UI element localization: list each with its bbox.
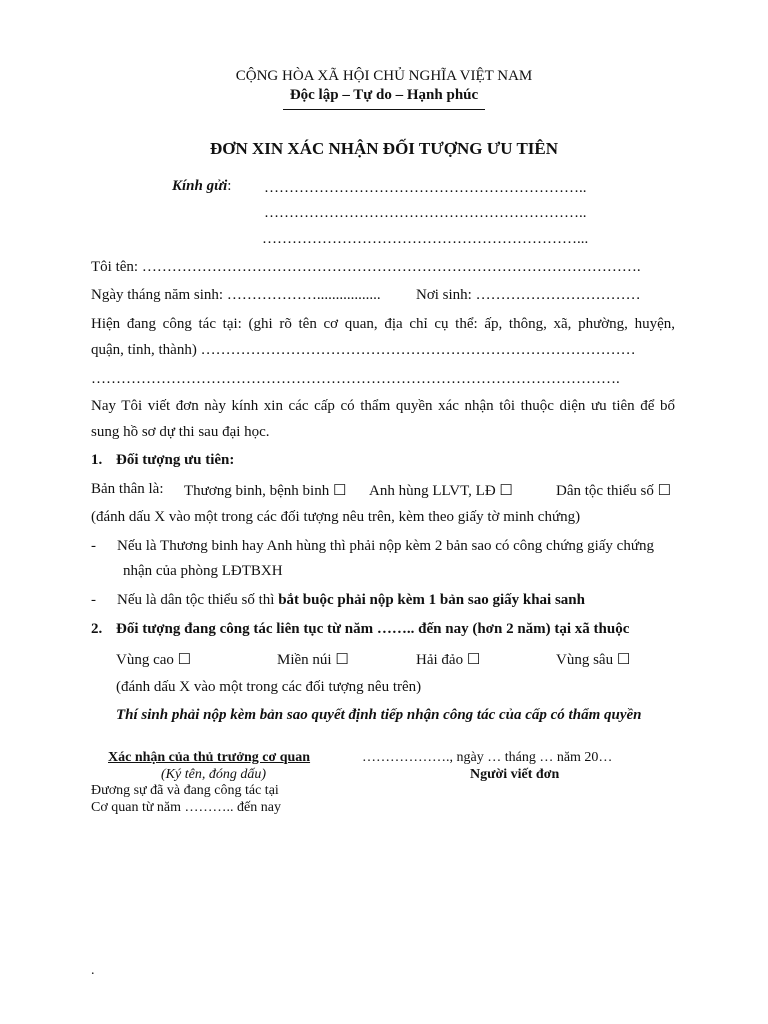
section2-note: (đánh dấu X vào một trong các đối tượng nêu trên) (116, 679, 422, 695)
bullet2-line (117, 592, 585, 609)
section1-heading-colon: : (229, 452, 235, 468)
recipient-line-2[interactable]: ……………………………………………………….. (264, 205, 587, 221)
national-motto: Độc lập – Tự do – Hạnh phúc (289, 87, 479, 103)
area-island-checkbox[interactable]: Hải đảo ☐ (416, 652, 481, 668)
recipient-line-3[interactable]: ………………………………………………………... (262, 231, 589, 247)
section1-heading-text: Đối tượng ưu tiên (116, 452, 230, 468)
recipient-label-colon: : (227, 178, 232, 194)
section2-number: 2. (91, 621, 103, 637)
footer-mark: . (91, 963, 95, 978)
pob-field[interactable]: Nơi sinh: …………………………… (416, 287, 641, 303)
confirmation-line-2[interactable]: Cơ quan từ năm ……….. đến nay (91, 800, 281, 815)
recipient-label (172, 178, 231, 195)
option-war-invalid-checkbox[interactable]: Thương binh, bệnh binh ☐ (184, 483, 347, 499)
option-hero-checkbox[interactable]: Anh hùng LLVT, LĐ ☐ (369, 483, 513, 499)
document-title: ĐƠN XIN XÁC NHẬN ĐỐI TƯỢNG ƯU TIÊN (209, 139, 559, 158)
recipient-label-text: Kính gửi (172, 178, 228, 194)
country-name: CỘNG HÒA XÃ HỘI CHỦ NGHĨA VIỆT NAM (235, 68, 533, 84)
section2-heading: Đối tượng đang công tác liên tục từ năm …….. đến nay (hơn 2 năm) tại xã thuộc (116, 621, 630, 637)
confirmation-line-1: Đương sự đã và đang công tác tại (91, 783, 279, 798)
dob-field[interactable]: Ngày tháng năm sinh: ………………................. (91, 287, 381, 303)
bullet2-text: Nếu là dân tộc thiểu số thì (117, 592, 279, 608)
workplace-line-2[interactable]: quận, tỉnh, thành) …………………………………………………………………………… (91, 342, 636, 358)
self-label: Bản thân là: (91, 481, 164, 497)
option-ethnic-minority-checkbox[interactable]: Dân tộc thiểu số ☐ (556, 483, 672, 499)
area-highland-checkbox[interactable]: Vùng cao ☐ (116, 652, 192, 668)
bullet1-line-2: nhận của phòng LĐTBXH (123, 563, 283, 579)
bullet-dash: - (91, 538, 96, 554)
bullet1-line-1: Nếu là Thương binh hay Anh hùng thì phải nộp kèm 2 bản sao có công chứng giấy chứng (117, 538, 654, 554)
workplace-line-1: Hiện đang công tác tại: (ghi rõ tên cơ quan, địa chỉ cụ thể: ấp, thông, xã, phường, huyện, (91, 316, 675, 332)
request-line-1: Nay Tôi viết đơn này kính xin các cấp có thẩm quyền xác nhận tôi thuộc diện ưu tiên để bổ (91, 398, 675, 414)
motto-underline (283, 109, 485, 110)
area-mountain-checkbox[interactable]: Miền núi ☐ (277, 652, 349, 668)
bullet-dash: - (91, 592, 96, 608)
name-field[interactable]: Tôi tên: ………………………………………………………………………………………. (91, 259, 641, 275)
date-line[interactable]: ………………., ngày … tháng … năm 20… (362, 750, 613, 765)
section1-heading (116, 452, 234, 469)
area-remote-checkbox[interactable]: Vùng sâu ☐ (556, 652, 631, 668)
applicant-title: Người viết đơn (470, 767, 560, 782)
section1-note: (đánh dấu X vào một trong các đối tượng nêu trên, kèm theo giấy tờ minh chứng) (91, 509, 581, 525)
confirmation-title: Xác nhận của thủ trưởng cơ quan (108, 750, 311, 765)
section2-requirement: Thí sinh phải nộp kèm bản sao quyết định tiếp nhận công tác của cấp có thẩm quyền (116, 707, 642, 723)
request-line-2: sung hồ sơ dự thi sau đại học. (91, 424, 270, 440)
confirmation-subtitle: (Ký tên, đóng dấu) (161, 767, 266, 782)
bullet2-bold-text: bắt buộc phải nộp kèm 1 bản sao giấy khai sanh (278, 592, 585, 608)
section1-number: 1. (91, 452, 103, 468)
recipient-line-1[interactable]: ……………………………………………………….. (264, 180, 587, 196)
workplace-line-3[interactable]: ……………………………………………………………………………………………. (91, 371, 620, 387)
